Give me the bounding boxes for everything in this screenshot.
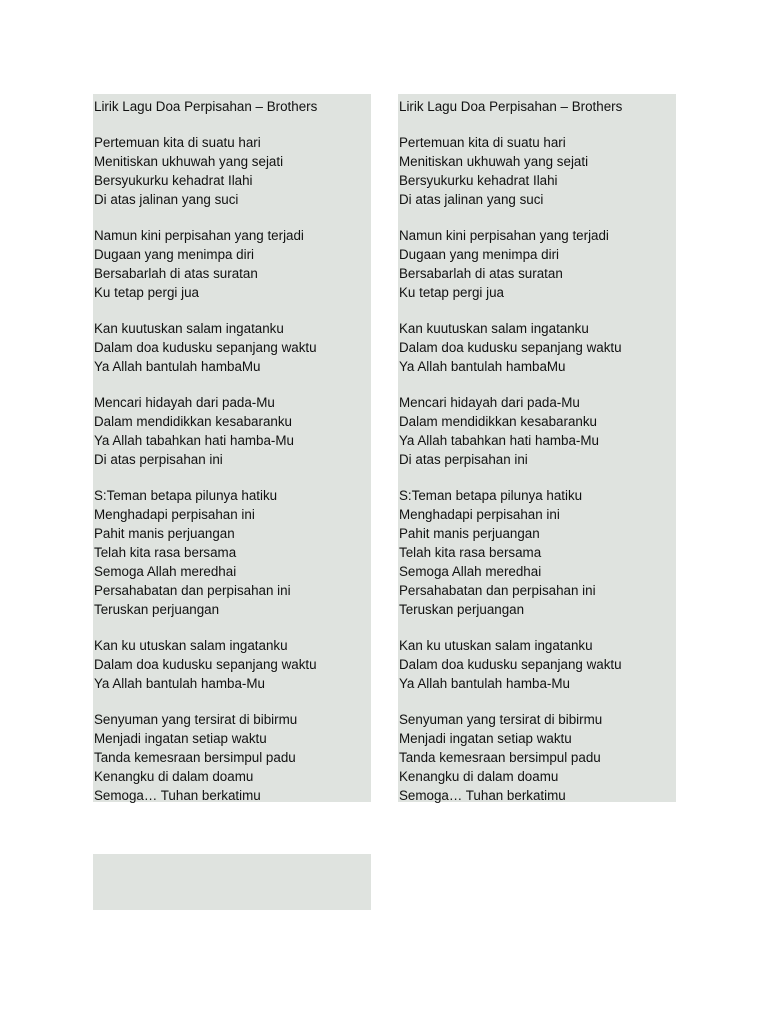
lyric-line: Namun kini perpisahan yang terjadi [94,228,304,243]
stanza-3 [94,319,371,376]
lyric-line: Pahit manis perjuangan [399,526,540,541]
lyric-line: Dalam mendidikkan kesabaranku [399,414,597,429]
lyric-line: Persahabatan dan perpisahan ini [94,583,291,598]
lyric-line: Dalam doa kudusku sepanjang waktu [94,340,317,355]
lyric-line: Kan kuutuskan salam ingatanku [94,321,284,336]
lyric-line: Bersyukurku kehadrat Ilahi [399,173,558,188]
lyric-line: Ku tetap pergi jua [399,285,504,300]
stanza-1 [399,133,676,209]
lyric-line: Bersabarlah di atas suratan [399,266,563,281]
lyric-line: Ku tetap pergi jua [94,285,199,300]
lyric-line: Menjadi ingatan setiap waktu [94,731,267,746]
lyric-line: Pahit manis perjuangan [94,526,235,541]
lyric-line: Pertemuan kita di suatu hari [399,135,566,150]
stanza-1 [94,133,371,209]
stanza-5 [399,486,676,619]
stanza-7 [399,710,676,805]
lyric-line: Kan ku utuskan salam ingatanku [94,638,288,653]
lyric-line: Tanda kemesraan bersimpul padu [399,750,601,765]
lyric-line: Kenangku di dalam doamu [399,769,559,784]
lyric-line: Pertemuan kita di suatu hari [94,135,261,150]
stanza-3 [399,319,676,376]
lyric-line: Kenangku di dalam doamu [94,769,254,784]
lyric-line: Menitiskan ukhuwah yang sejati [94,154,284,169]
lyric-line: Dugaan yang menimpa diri [399,247,560,262]
lyric-line: Dugaan yang menimpa diri [94,247,255,262]
lyric-line: Dalam mendidikkan kesabaranku [94,414,292,429]
lyric-line: Ya Allah bantulah hambaMu [94,359,261,374]
lyric-line: Dalam doa kudusku sepanjang waktu [399,657,622,672]
lyric-line: Mencari hidayah dari pada-Mu [399,395,580,410]
lyric-line: S:Teman betapa pilunya hatiku [399,488,583,503]
lyric-line: Ya Allah tabahkan hati hamba-Mu [399,433,599,448]
lyric-line: Ya Allah tabahkan hati hamba-Mu [94,433,294,448]
lyric-line: Tanda kemesraan bersimpul padu [94,750,296,765]
lyric-line: Menghadapi perpisahan ini [94,507,255,522]
lyric-line: Teruskan perjuangan [94,602,220,617]
lyric-line: Namun kini perpisahan yang terjadi [399,228,609,243]
lyric-line: Di atas jalinan yang suci [94,192,239,207]
lyric-line: Dalam doa kudusku sepanjang waktu [399,340,622,355]
lyric-line: Di atas perpisahan ini [94,452,223,467]
lyric-line: Bersabarlah di atas suratan [94,266,258,281]
lyric-line: Ya Allah bantulah hamba-Mu [94,676,265,691]
lyrics-column-left [93,94,371,802]
lyric-line: S:Teman betapa pilunya hatiku [94,488,278,503]
stanza-4 [399,393,676,469]
lyric-line: Telah kita rasa bersama [94,545,237,560]
stanza-6 [399,636,676,693]
lyric-line: Ya Allah bantulah hambaMu [399,359,566,374]
empty-shaded-box [93,854,371,910]
stanza-7 [94,710,371,805]
stanza-2 [94,226,371,302]
lyric-line: Menjadi ingatan setiap waktu [399,731,572,746]
lyrics-title: Lirik Lagu Doa Perpisahan – Brothers [399,99,623,114]
lyric-line: Telah kita rasa bersama [399,545,542,560]
lyric-line: Semoga… Tuhan berkatimu [94,788,261,803]
lyric-line: Mencari hidayah dari pada-Mu [94,395,275,410]
lyric-line: Semoga… Tuhan berkatimu [399,788,566,803]
lyric-line: Senyuman yang tersirat di bibirmu [399,712,603,727]
lyrics-title: Lirik Lagu Doa Perpisahan – Brothers [94,99,318,114]
lyric-line: Persahabatan dan perpisahan ini [399,583,596,598]
lyric-line: Teruskan perjuangan [399,602,525,617]
lyric-line: Di atas jalinan yang suci [399,192,544,207]
stanza-6 [94,636,371,693]
stanza-2 [399,226,676,302]
lyric-line: Kan ku utuskan salam ingatanku [399,638,593,653]
stanza-4 [94,393,371,469]
stanza-5 [94,486,371,619]
lyric-line: Menitiskan ukhuwah yang sejati [399,154,589,169]
lyrics-column-right [398,94,676,802]
lyric-line: Bersyukurku kehadrat Ilahi [94,173,253,188]
lyric-line: Di atas perpisahan ini [399,452,528,467]
lyric-line: Semoga Allah meredhai [94,564,237,579]
lyric-line: Dalam doa kudusku sepanjang waktu [94,657,317,672]
lyric-line: Menghadapi perpisahan ini [399,507,560,522]
lyric-line: Semoga Allah meredhai [399,564,542,579]
lyric-line: Kan kuutuskan salam ingatanku [399,321,589,336]
lyric-line: Senyuman yang tersirat di bibirmu [94,712,298,727]
lyric-line: Ya Allah bantulah hamba-Mu [399,676,570,691]
